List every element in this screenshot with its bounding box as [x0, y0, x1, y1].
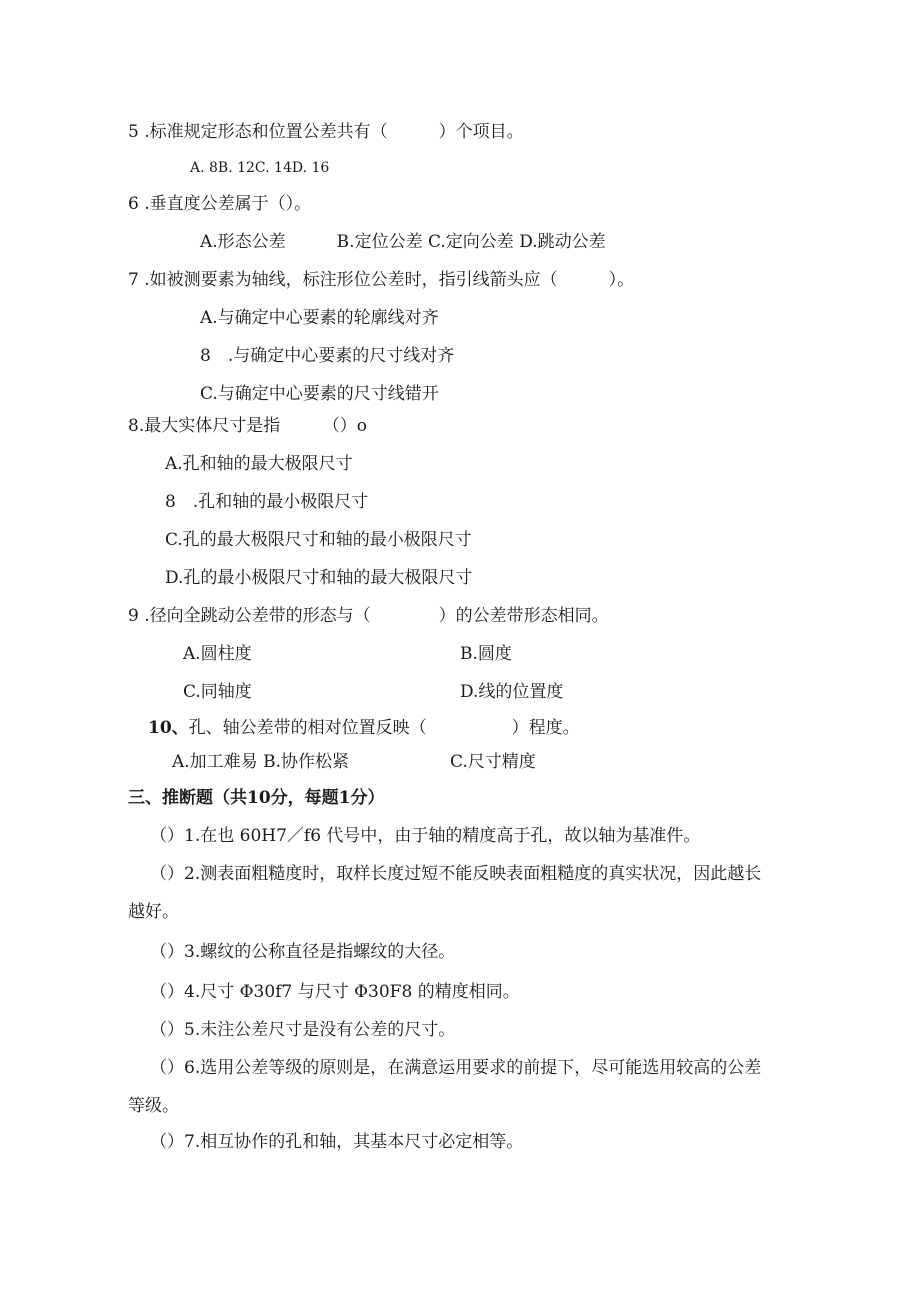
judgment-3: （）3.螺纹的公称直径是指螺纹的大径。	[150, 942, 456, 962]
question-9-option-c: C.同轴度	[183, 682, 252, 702]
question-8-option-b: 8 .孔和轴的最小极限尺寸	[165, 492, 369, 512]
judgment-5: （）5.未注公差尺寸是没有公差的尺寸。	[150, 1020, 456, 1040]
question-10-option-c: C.尺寸精度	[450, 752, 536, 772]
question-6-stem: 6 .垂直度公差属于（）。	[128, 194, 312, 214]
judgment-1: （）1.在也 60H7／f6 代号中，由于轴的精度高于孔，故以轴为基准件。	[150, 826, 701, 846]
judgment-2: （）2.测表面粗糙度时，取样长度过短不能反映表面粗糙度的真实状况，因此越长	[150, 864, 762, 884]
judgment-4: （）4.尺寸 Φ30f7 与尺寸 Φ30F8 的精度相同。	[150, 982, 520, 1002]
question-10-stem	[148, 716, 580, 740]
judgment-6-continued: 等级。	[128, 1096, 179, 1116]
question-7-stem: 7 .如被测要素为轴线，标注形位公差时，指引线箭头应（ ）。	[128, 270, 635, 290]
judgment-2-continued: 越好。	[128, 902, 179, 922]
question-10-options-ab: A.加工难易 B.协作松紧	[172, 752, 349, 772]
question-8-stem: 8.最大实体尺寸是指 （）o	[128, 416, 367, 436]
judgment-7: （）7.相互协作的孔和轴，其基本尺寸必定相等。	[150, 1132, 524, 1152]
question-9-option-a: A.圆柱度	[183, 644, 252, 664]
question-8-option-c: C.孔的最大极限尺寸和轴的最小极限尺寸	[165, 530, 472, 550]
question-9-stem: 9 .径向全跳动公差带的形态与（ ）的公差带形态相同。	[128, 606, 609, 626]
question-10-text: 孔、轴公差带的相对位置反映（ ）程度。	[188, 718, 580, 738]
question-7-option-c: C.与确定中心要素的尺寸线错开	[200, 384, 439, 404]
question-5-stem: 5 .标准规定形态和位置公差共有（ ）个项目。	[128, 122, 524, 142]
question-10-number: 10、	[148, 718, 189, 738]
question-5-options: A. 8B. 12C. 14D. 16	[190, 160, 330, 176]
question-9-option-d: D.线的位置度	[460, 682, 564, 702]
question-7-option-b: 8 .与确定中心要素的尺寸线对齐	[200, 346, 455, 366]
question-7-option-a: A.与确定中心要素的轮廓线对齐	[200, 308, 439, 328]
question-8-option-d: D.孔的最小极限尺寸和轴的最大极限尺寸	[165, 568, 473, 588]
question-9-option-b: B.圆度	[460, 644, 512, 664]
question-8-option-a: A.孔和轴的最大极限尺寸	[165, 454, 353, 474]
judgment-6: （）6.选用公差等级的原则是，在满意运用要求的前提下，尽可能选用较高的公差	[150, 1058, 762, 1078]
question-6-options: A.形态公差 B.定位公差 C.定向公差 D.跳动公差	[200, 232, 606, 252]
section-title: 三、推断题（共10分，每题1分）	[128, 788, 385, 808]
